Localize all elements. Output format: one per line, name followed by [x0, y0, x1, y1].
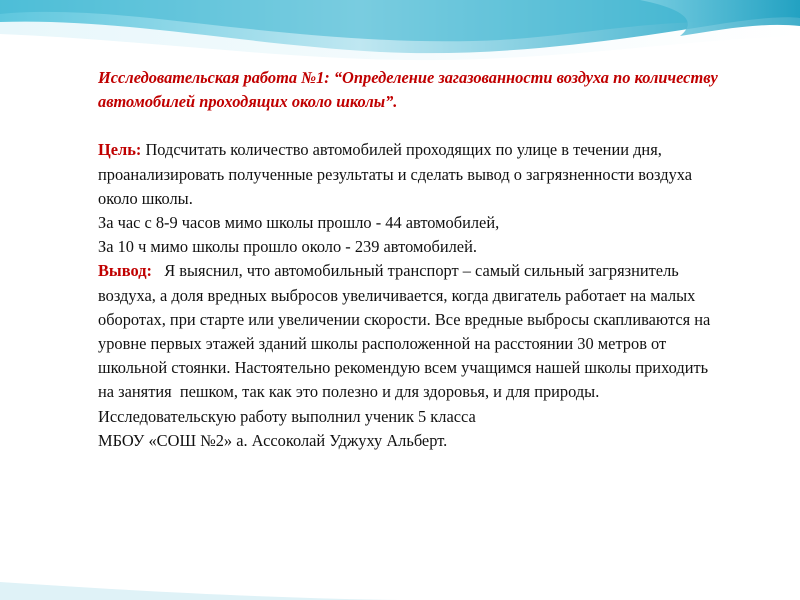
spacer — [98, 114, 718, 138]
title-text: Исследовательская работа №1: “Определение загазованности воздуха по количеству автомобилей проходящих около школы”. — [98, 68, 718, 112]
fact-line-2: За 10 ч мимо школы прошло около - 239 автомобилей. — [98, 237, 477, 257]
slide-content — [98, 66, 718, 453]
author-line-2: МБОУ «СОШ №2» а. Ассоколай Уджуху Альберт. — [98, 430, 448, 450]
goal-label: Цель: — [98, 140, 142, 160]
conclusion-text: Я выяснил, что автомобильный транспорт – самый сильный загрязнитель воздуха, а доля вредных выбросов увеличивается, когда двигатель работает на малых оборотах, при старте или увеличении скорости. Все вредные выбросы скапливаются на уровне первых этажей зданий школы расположенной на расстоянии 30 метров от школьной стоянки. Настоятельно рекомендую всем учащимся нашей школы приходить на занятия пешком, так как это полезно и для здоровья, и для природы. — [98, 261, 715, 402]
conclusion-paragraph — [98, 259, 718, 404]
slide-title — [98, 66, 718, 114]
fact-line-1: За час с 8-9 часов мимо школы прошло - 44 автомобилей, — [98, 213, 500, 233]
goal-text: Подсчитать количество автомобилей проходящих по улице в течении дня, проанализировать полученные результаты и сделать вывод о загрязненности воздуха около школы. — [98, 140, 693, 208]
conclusion-label: Вывод: — [98, 261, 152, 281]
author-line-1: Исследовательскую работу выполнил ученик 5 класса — [98, 406, 476, 426]
goal-paragraph — [98, 138, 718, 211]
